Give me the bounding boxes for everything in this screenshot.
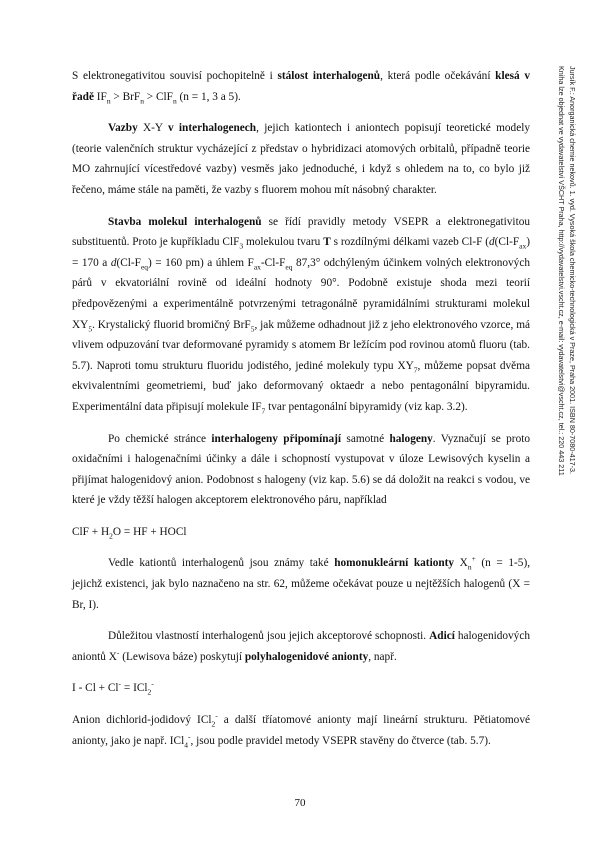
- text: s rozdílnými délkami vazeb Cl-F (: [330, 236, 489, 249]
- superscript: -: [187, 731, 191, 741]
- text: Důležitou vlastností interhalogenů jsou jejich akceptorové schopnosti.: [108, 630, 430, 643]
- text: X-Y: [137, 122, 168, 135]
- paragraph-chemistry: [72, 429, 530, 511]
- body-text: [72, 66, 530, 762]
- italic-symbol: d: [489, 236, 495, 249]
- subscript: 2: [147, 687, 152, 697]
- bold-term: Adicí: [429, 630, 455, 643]
- paragraph-bonds: [72, 118, 530, 200]
- text: , jak můžeme odhadnout již z jeho elektronového vzorce, má vlivem odpuzování tvar deformované pyramidy s atomem Br ležícím pod rovinou atomů fluoru (tab. 5.7). Naproti tomu strukturu fluoridu jodistého, jediné molekuly typu XY: [72, 318, 530, 372]
- subscript: n: [106, 95, 111, 105]
- text: . Vyznačují se proto oxidačními i halogenačními účinky a dále i schopností vystupovat v úloze Lewisových kyselin a přijímat halogenidový anion. Podobnost s halogeny (viz kap. 5.6) se dá doložit na reakci s vodou, ve které je vždy těžší halogen akceptorem elektronového páru, například: [72, 432, 531, 507]
- text: IF: [93, 90, 107, 103]
- paragraph-acceptors: [72, 626, 530, 667]
- text: 87,3° odchýleným účinkem volných elektronových párů v ekvatoriální rovině od ideální hodnoty 90°. Podobně existuje shoda mezi teorií předpovězenými a experimentálně potvrzenými tetragonálně pyramidálními strukturami molekul XY: [72, 256, 530, 331]
- equation-hydrolysis: [72, 522, 530, 543]
- text: , která podle očekávání: [380, 70, 496, 82]
- text: ClF + H: [72, 525, 110, 538]
- superscript: -: [116, 648, 120, 658]
- citation-sidebar: [548, 66, 578, 666]
- subscript: n: [467, 562, 472, 572]
- superscript: +: [471, 554, 476, 564]
- text: molekulou tvaru: [243, 236, 324, 249]
- text: O = HF + HOCl: [112, 525, 187, 538]
- bold-term: Vazby: [108, 122, 138, 135]
- text: , jejich kationtech i aniontech popisují teoretické modely (teorie valenčních struktur vycházející z představ o hybridizaci atomových orbitalů, případně teorie MO zahrnující vícestředové vazby) vesměs jako jednoduché, i když s ohledem na to, co bylo již řečeno, máme stále na paměti, že vazby s fluorem mohou mít násobný charakter.: [72, 122, 530, 196]
- bold-term: polyhalogenidové anionty: [244, 650, 369, 663]
- text: Anion dichlorid-jodidový ICl: [72, 714, 212, 727]
- equation-adduct: [72, 678, 530, 699]
- text: (Lewisova báze) poskytují: [119, 650, 245, 663]
- citation-rotated: [548, 66, 578, 626]
- subscript: ax: [519, 241, 527, 251]
- subscript: 7: [261, 406, 266, 416]
- text: ) = 160 pm) a úhlem F: [148, 256, 254, 269]
- text: , můžeme popsat dvěma ekvivalentními geometriemi, buď jako deformovaný oktaedr a nebo pentagonální bipyramidu. Experimentální data připisují molekule IF: [72, 359, 530, 413]
- text: , jsou podle pravidel metody VSEPR stavěny do čtverce (tab. 5.7).: [190, 734, 491, 747]
- bold-term: halogeny: [389, 432, 433, 445]
- paragraph-stability: [72, 66, 530, 107]
- text: samotné: [341, 432, 390, 445]
- superscript: -: [118, 679, 122, 689]
- subscript: 5: [250, 323, 255, 333]
- text: halogenidových aniontů X: [72, 630, 530, 663]
- citation-line-1: Jursík F.: Anorganická chemie nekovů. 1. vyd. Vysoká škola chemicko-technologická v Praze, Praha 2001. ISBN 80-7080-417-3.: [568, 66, 577, 475]
- subscript: eq: [140, 262, 149, 271]
- text: a další tříatomové anionty mají lineární strukturu. Pětiatomové anionty, jako je např. ICl: [72, 714, 530, 747]
- subscript: eq: [285, 262, 293, 271]
- subscript: n: [140, 95, 144, 105]
- text: Vedle kationtů interhalogenů jsou známy také: [108, 557, 335, 570]
- bold-term: homonukleární kationty: [334, 557, 455, 570]
- paragraph-anions: [72, 710, 530, 751]
- subscript: n: [172, 95, 177, 105]
- text: S elektronegativitou souvisí pochopitelně i: [72, 70, 278, 82]
- text: , např.: [368, 650, 397, 663]
- text: ) = 170 a: [72, 236, 530, 269]
- text: -Cl-F: [260, 256, 286, 269]
- subscript: 3: [239, 241, 244, 251]
- subscript: ax: [253, 262, 261, 271]
- bold-term: T: [323, 236, 331, 249]
- text: = ICl: [121, 682, 148, 695]
- superscript: -: [215, 711, 218, 721]
- text: X: [454, 557, 468, 570]
- page-number: 70: [294, 797, 306, 809]
- text: . Krystalický fluorid bromičný BrF: [92, 318, 251, 331]
- bold-term: v interhalogenech: [167, 122, 257, 135]
- bold-term: stálost interhalogenů: [277, 70, 381, 82]
- superscript: -: [151, 679, 154, 689]
- text: (Cl-F: [494, 236, 520, 249]
- subscript: 7: [413, 364, 418, 374]
- text: > BrF: [110, 90, 141, 103]
- bold-term: klesá v řadě: [72, 70, 530, 103]
- citation-line-2: Kniha lze objednat ve vydavatelství VŠCHT Praha, http://vydavatelstvi.vscht.cz, e-mail: vydavatelstvi@vscht.cz, tel.: 220 443 211: [557, 66, 566, 476]
- subscript: 2: [109, 531, 113, 541]
- text: Po chemické stránce: [108, 432, 212, 445]
- subscript: 2: [211, 719, 216, 729]
- italic-symbol: d: [110, 256, 117, 269]
- bold-term: interhalogeny připomínají: [211, 432, 342, 445]
- text: > ClF: [143, 90, 173, 103]
- subscript: 4: [184, 739, 188, 749]
- text: (Cl-F: [116, 256, 141, 269]
- text: tvar pentagonální bipyramidy (viz kap. 3.2).: [265, 400, 468, 413]
- paragraph-structure: [72, 212, 530, 418]
- text: (n = 1, 3 a 5).: [176, 90, 241, 103]
- text: se řídí pravidly metody VSEPR a elektronegativitou substituentů. Proto je kupříkladu ClF: [72, 215, 531, 249]
- bold-term: Stavba molekul interhalogenů: [108, 215, 262, 228]
- subscript: 5: [88, 323, 93, 333]
- paragraph-cations: [72, 553, 530, 615]
- text: (n = 1-5), jejichž existenci, jak bylo naznačeno na str. 62, můžeme očekávat pouze u nejtěžších halogenů (X = Br, I).: [72, 557, 531, 611]
- text: I - Cl + Cl: [72, 682, 119, 695]
